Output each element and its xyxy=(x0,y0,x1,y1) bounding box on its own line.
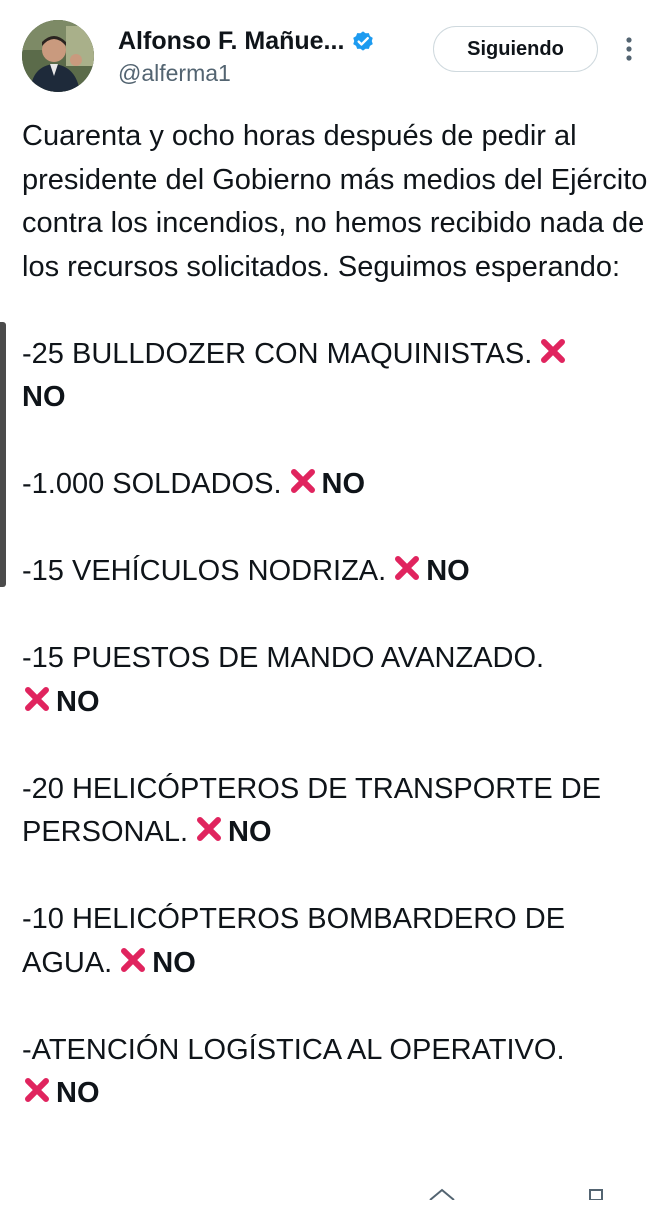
tweet-header xyxy=(0,0,666,100)
avatar-image xyxy=(22,20,94,92)
share-icon[interactable] xyxy=(430,1190,454,1200)
item-status: NO xyxy=(426,555,470,587)
following-button[interactable]: Siguiendo xyxy=(433,26,598,72)
more-options-icon[interactable] xyxy=(618,34,640,64)
avatar[interactable] xyxy=(22,20,94,92)
item-text: -ATENCIÓN LOGÍSTICA AL OPERATIVO. xyxy=(22,1033,565,1066)
tweet-intro: Cuarenta y ocho horas después de pedir al presidente del Gobierno más medios del Ejército contra los incendios, no hemos recibido nada de los recursos solicitados. Seguimos esperando: xyxy=(22,120,648,283)
item-text: -15 PUESTOS DE MANDO AVANZADO. xyxy=(22,642,545,674)
cross-mark-icon xyxy=(538,336,568,366)
share-icon[interactable] xyxy=(590,1190,602,1200)
list-item xyxy=(22,1029,652,1116)
item-text: -1.000 SOLDADOS. xyxy=(22,468,282,500)
item-text: -25 BULLDOZER CON MAQUINISTAS. xyxy=(22,337,533,370)
item-status: NO xyxy=(228,816,272,848)
verified-badge-icon xyxy=(350,28,376,54)
list-item xyxy=(22,550,652,594)
author-name-row[interactable] xyxy=(118,24,376,58)
item-text: -20 HELICÓPTEROS DE TRANSPORTE DE PERSONAL. xyxy=(22,772,602,848)
tweet-body xyxy=(22,115,652,1116)
item-text: -15 VEHÍCULOS NODRIZA. xyxy=(22,555,387,587)
item-text: -10 HELICÓPTEROS BOMBARDERO DE AGUA. xyxy=(22,903,566,979)
cross-mark-icon xyxy=(194,814,224,844)
list-item xyxy=(22,768,652,855)
cross-mark-icon xyxy=(22,684,52,714)
item-status: NO xyxy=(56,1077,100,1109)
scroll-indicator[interactable] xyxy=(0,322,6,587)
author-handle[interactable]: @alferma1 xyxy=(118,60,231,86)
list-item xyxy=(22,463,652,507)
cross-mark-icon xyxy=(22,1075,52,1105)
list-item xyxy=(22,637,652,724)
list-item xyxy=(22,898,652,985)
item-status: NO xyxy=(22,381,66,413)
cross-mark-icon xyxy=(392,553,422,583)
list-item xyxy=(22,333,652,420)
item-status: NO xyxy=(321,468,365,500)
cross-mark-icon xyxy=(288,466,318,496)
tweet-action-bar xyxy=(400,1182,660,1200)
item-status: NO xyxy=(56,685,100,718)
cross-mark-icon xyxy=(118,945,148,975)
item-status: NO xyxy=(152,946,196,979)
author-display-name[interactable]: Alfonso F. Mañue... xyxy=(118,26,345,55)
